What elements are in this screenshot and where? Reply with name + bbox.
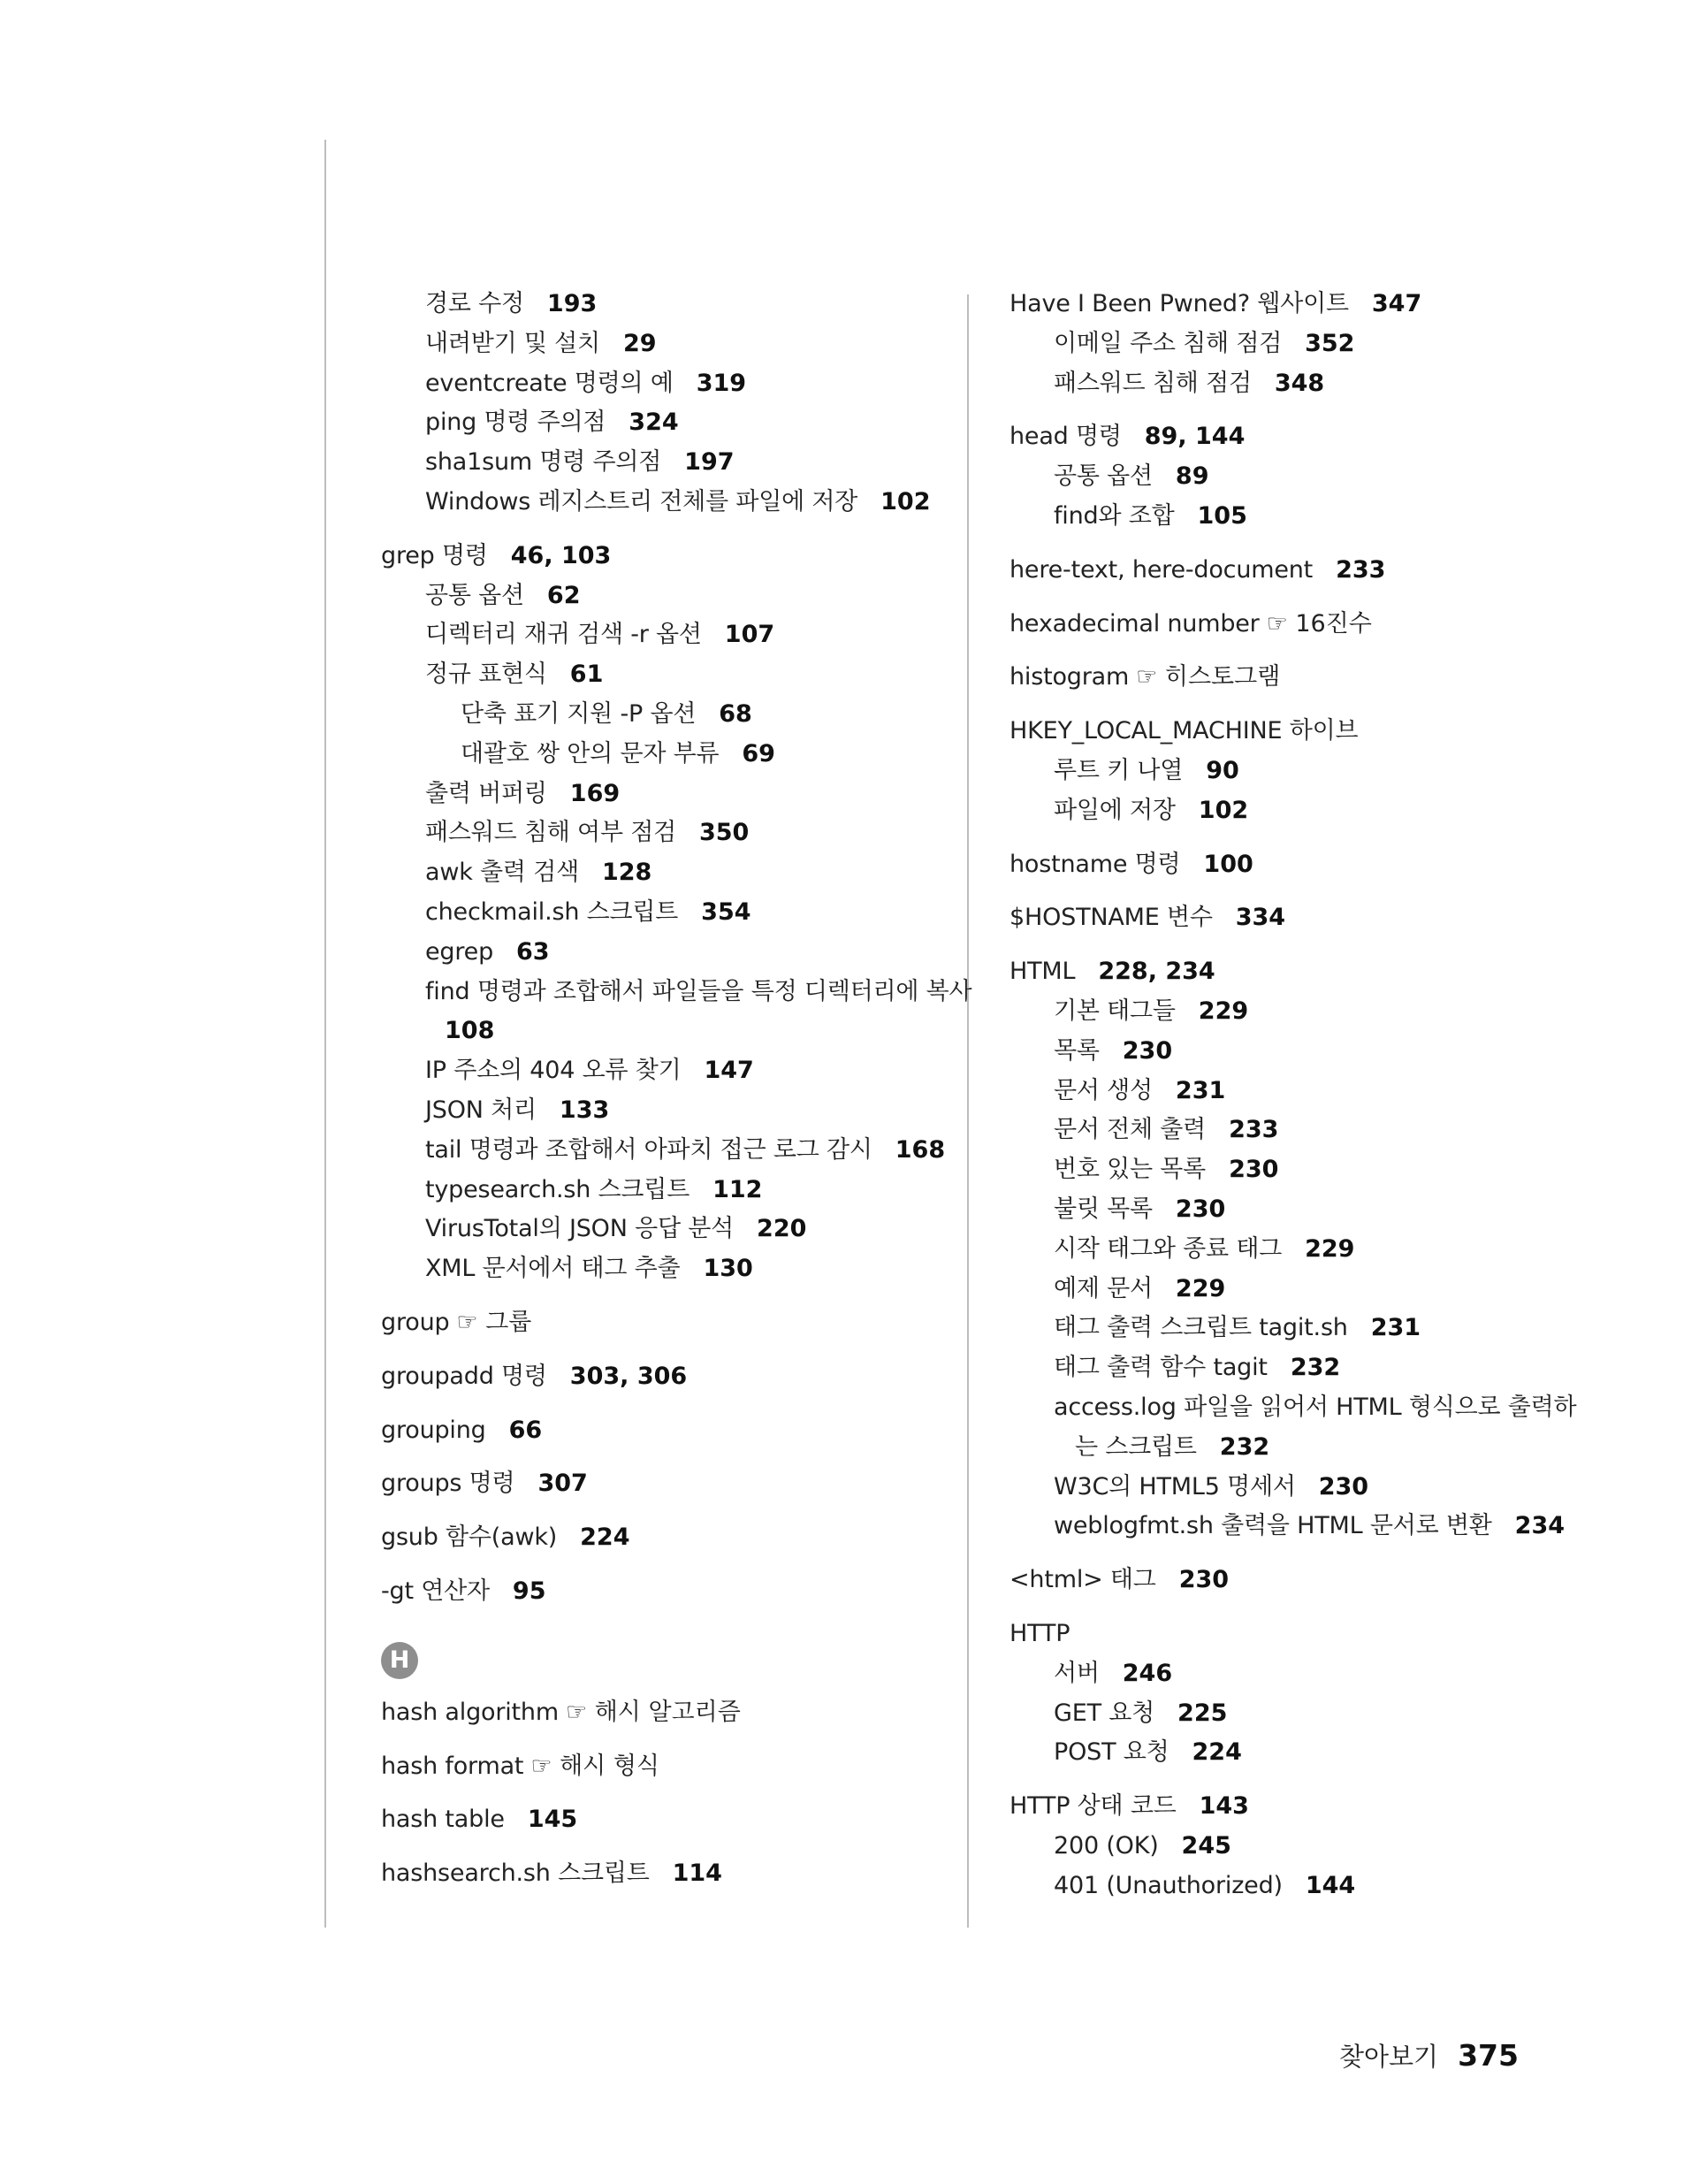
page-references: 224 (580, 1523, 630, 1552)
page-references: 230 (1178, 1566, 1230, 1594)
index-term: HTML (1009, 958, 1076, 986)
index-subentry (1009, 457, 1575, 497)
index-subentry (1009, 1032, 1575, 1072)
see-reference: ☞ 해시 형식 (530, 1752, 660, 1780)
index-entry (1009, 712, 1575, 752)
index-term: 401 (Unauthorized) (1054, 1871, 1283, 1899)
index-term: 루트 키 나열 (1054, 756, 1184, 784)
page-references: 230 (1122, 1036, 1173, 1065)
page-references: 112 (712, 1175, 763, 1203)
index-subentry (381, 403, 947, 443)
index-term: eventcreate 명령의 예 (425, 369, 674, 397)
footer-label: 찾아보기 (1339, 2042, 1439, 2072)
index-entry (381, 537, 947, 577)
page-references: 61 (569, 661, 604, 689)
page-references: 233 (1229, 1116, 1279, 1144)
page-references: 66 (508, 1416, 543, 1444)
index-term: 경로 수정 (425, 290, 524, 317)
index-term: 대괄호 쌍 안의 문자 부류 (461, 739, 720, 767)
index-subentry (381, 285, 947, 325)
page-references: 69 (742, 739, 775, 767)
index-entry (1009, 417, 1575, 457)
index-subentry (1009, 1309, 1575, 1348)
page-references: 348 (1274, 369, 1325, 397)
index-entry (381, 1518, 947, 1558)
index-term: typesearch.sh 스크립트 (425, 1175, 690, 1203)
index-term: JSON 처리 (425, 1096, 537, 1124)
page-references: 230 (1175, 1195, 1226, 1223)
index-term: 단축 표기 지원 -P 옵션 (461, 699, 697, 728)
index-term: hostname 명령 (1009, 850, 1181, 878)
index-term: -gt 연산자 (381, 1577, 490, 1605)
index-subentry (381, 1091, 947, 1131)
index-term: head 명령 (1009, 423, 1122, 451)
index-term: 공통 옵션 (425, 581, 524, 609)
index-entry (1009, 952, 1575, 992)
index-entry (1009, 658, 1575, 698)
index-subentry (381, 853, 947, 893)
index-subentry (381, 813, 947, 853)
index-term: access.log 파일을 읽어서 HTML 형식으로 출력하 (1054, 1393, 1577, 1421)
index-subsubentry (381, 695, 947, 735)
index-entry (1009, 605, 1575, 645)
index-subentry (381, 933, 947, 973)
index-term: 번호 있는 목록 (1054, 1156, 1207, 1184)
index-term: <html> 태그 (1009, 1566, 1156, 1594)
page-references: 232 (1290, 1354, 1341, 1382)
index-entry (381, 1357, 947, 1397)
index-term: Have I Been Pwned? 웹사이트 (1009, 290, 1349, 317)
index-term: here-text, here-document (1009, 555, 1314, 584)
index-term: 정규 표현식 (425, 661, 547, 689)
index-subentry (1009, 1111, 1575, 1150)
index-term: 시작 태그와 종료 태그 (1054, 1234, 1283, 1263)
index-term: hexadecimal number (1009, 609, 1260, 638)
index-column-right (1009, 285, 1575, 1905)
index-term: HTTP 상태 코드 (1009, 1792, 1177, 1821)
index-term: 문서 전체 출력 (1054, 1116, 1207, 1144)
index-entry (1009, 551, 1575, 591)
index-subentry (381, 775, 947, 814)
page-references: 62 (546, 581, 581, 609)
index-subentry (1009, 1150, 1575, 1190)
index-term: hash table (381, 1806, 505, 1834)
index-term: HKEY_LOCAL_MACHINE 하이브 (1009, 717, 1359, 745)
index-term: hash format (381, 1752, 524, 1780)
index-subentry (381, 1171, 947, 1210)
page-references: 105 (1197, 501, 1247, 530)
index-entry (1009, 845, 1575, 885)
page-footer (1339, 2037, 1519, 2073)
index-term: 서버 (1054, 1659, 1100, 1687)
index-subentry (1009, 1270, 1575, 1310)
index-term: 는 스크립트 (1075, 1432, 1197, 1461)
index-entry (1009, 1787, 1575, 1827)
page-references: 29 (622, 329, 657, 357)
index-term: POST 요청 (1054, 1738, 1169, 1767)
index-term: awk 출력 검색 (425, 859, 579, 887)
index-term: VirusTotal의 JSON 응답 분석 (425, 1215, 735, 1243)
index-entry (1009, 1561, 1575, 1600)
index-term: egrep (425, 937, 494, 966)
index-term: 이메일 주소 침해 점검 (1054, 329, 1283, 357)
index-subentry (381, 443, 947, 483)
index-subentry (381, 483, 947, 523)
index-term: checkmail.sh 스크립트 (425, 897, 679, 926)
index-column-left (381, 285, 972, 1894)
index-entry (381, 1464, 947, 1504)
page-references: 128 (601, 859, 652, 887)
page-references: 133 (559, 1096, 610, 1124)
index-term: 파일에 저장 (1054, 796, 1176, 824)
index-term: groupadd 명령 (381, 1362, 547, 1390)
page-references: 229 (1198, 997, 1249, 1025)
index-term: 기본 태그들 (1054, 997, 1176, 1025)
index-term: XML 문서에서 태그 추출 (425, 1255, 681, 1283)
index-subentry (381, 1131, 947, 1171)
index-subentry (381, 1249, 947, 1289)
index-subentry (1009, 1654, 1575, 1694)
page-references: 350 (698, 819, 750, 847)
index-term: hashsearch.sh 스크립트 (381, 1859, 650, 1888)
index-subentry (1009, 1190, 1575, 1230)
index-term: GET 요청 (1054, 1699, 1155, 1727)
page-references: 108 (445, 1017, 495, 1045)
index-term: 공통 옵션 (1054, 462, 1153, 491)
index-subentry (1009, 1230, 1575, 1270)
page-references: 347 (1371, 290, 1422, 317)
section-letter-badge: H (381, 1642, 418, 1679)
index-term: IP 주소의 404 오류 찾기 (425, 1057, 682, 1085)
index-subentry (1009, 1733, 1575, 1773)
index-term: gsub 함수(awk) (381, 1523, 558, 1552)
index-term: tail 명령과 조합해서 아파치 접근 로그 감시 (425, 1135, 872, 1164)
page-references: 307 (537, 1470, 588, 1498)
index-entry (381, 1854, 947, 1894)
page-references: 100 (1203, 850, 1253, 878)
index-subentry (1009, 1867, 1575, 1906)
index-subentry (1009, 1072, 1575, 1111)
page-references: 334 (1235, 904, 1286, 932)
page-references: 89, 144 (1144, 423, 1246, 451)
index-term: 예제 문서 (1054, 1274, 1153, 1302)
see-reference: ☞ 해시 알고리즘 (565, 1698, 741, 1726)
index-term: 200 (OK) (1054, 1831, 1159, 1859)
index-term: hash algorithm (381, 1698, 559, 1726)
index-subentry (1009, 1694, 1575, 1734)
page-references: 89 (1175, 462, 1209, 491)
index-subentry (1009, 364, 1575, 404)
index-subentry (381, 893, 947, 933)
page-references: 234 (1514, 1512, 1566, 1540)
page-references: 303, 306 (569, 1362, 688, 1390)
index-subentry (1009, 1348, 1575, 1388)
index-term: 내려받기 및 설치 (425, 329, 600, 357)
index-entry (381, 1572, 947, 1612)
index-term: 출력 버퍼링 (425, 779, 547, 807)
index-term: 패스워드 침해 점검 (1054, 369, 1252, 397)
index-entry-continuation (381, 1012, 947, 1051)
page-references: 245 (1181, 1831, 1231, 1859)
page-references: 324 (629, 409, 679, 437)
index-subentry (381, 1051, 947, 1091)
index-subentry (1009, 1388, 1575, 1428)
index-entry (381, 1303, 947, 1343)
index-term: find와 조합 (1054, 501, 1175, 530)
page-references: 224 (1192, 1738, 1242, 1767)
index-subentry (381, 973, 972, 1012)
index-subentry (1009, 1827, 1575, 1867)
page-references: 145 (527, 1806, 578, 1834)
index-term: HTTP (1009, 1619, 1070, 1647)
index-subentry (381, 325, 947, 364)
index-subentry (381, 1210, 947, 1249)
page-references: 354 (701, 897, 751, 926)
page-references: 246 (1122, 1659, 1173, 1687)
page-references: 220 (757, 1215, 807, 1243)
index-subentry (381, 655, 947, 695)
page-references: 95 (512, 1577, 546, 1605)
index-term: histogram (1009, 663, 1130, 691)
page-references: 197 (684, 448, 735, 477)
page-references: 168 (895, 1135, 946, 1164)
index-subentry (1009, 791, 1575, 831)
index-entry (1009, 285, 1575, 325)
index-subentry (381, 364, 947, 404)
index-term: $HOSTNAME 변수 (1009, 904, 1213, 932)
column-divider (967, 294, 969, 1928)
see-reference: ☞ 그룹 (456, 1308, 532, 1336)
see-reference: ☞ 16진수 (1266, 609, 1372, 638)
page-references: 68 (719, 699, 752, 728)
see-reference: ☞ 히스토그램 (1136, 663, 1281, 691)
page-references: 90 (1206, 756, 1239, 784)
page-references: 229 (1175, 1274, 1226, 1302)
index-term: groups 명령 (381, 1470, 515, 1498)
page-references: 225 (1177, 1699, 1228, 1727)
page-references: 233 (1336, 555, 1386, 584)
index-term: 불릿 목록 (1054, 1195, 1153, 1223)
page-references: 130 (703, 1255, 753, 1283)
index-term: weblogfmt.sh 출력을 HTML 문서로 변환 (1054, 1512, 1492, 1540)
page-references: 231 (1370, 1314, 1421, 1342)
index-entry (1009, 898, 1575, 938)
index-entry (1009, 1615, 1575, 1654)
index-term: 목록 (1054, 1036, 1100, 1065)
index-subentry (1009, 752, 1575, 791)
index-term: group (381, 1308, 450, 1336)
index-subsubentry (381, 735, 947, 775)
index-subentry (1009, 325, 1575, 364)
page-references: 228, 234 (1098, 958, 1215, 986)
index-subentry (1009, 1468, 1575, 1508)
page-references: 230 (1229, 1156, 1279, 1184)
page-references: 107 (724, 621, 775, 649)
page-references: 46, 103 (510, 541, 612, 569)
index-subentry (1009, 497, 1575, 537)
page-references: 232 (1219, 1432, 1270, 1461)
index-term: 문서 생성 (1054, 1076, 1153, 1104)
page-references: 63 (516, 937, 550, 966)
page-references: 230 (1318, 1472, 1369, 1501)
page-references: 144 (1305, 1871, 1356, 1899)
page-references: 229 (1305, 1234, 1355, 1263)
index-subentry (1009, 1507, 1575, 1546)
page-references: 147 (704, 1057, 754, 1085)
page-references: 231 (1175, 1076, 1226, 1104)
page-references: 169 (569, 779, 621, 807)
index-entry (381, 1693, 947, 1733)
index-term: 태그 출력 함수 tagit (1054, 1354, 1268, 1382)
index-subentry (381, 615, 947, 655)
page-references: 319 (696, 369, 747, 397)
page-references: 102 (1198, 796, 1249, 824)
index-term: 디렉터리 재귀 검색 -r 옵션 (425, 621, 702, 649)
index-term: ping 명령 주의점 (425, 409, 606, 437)
page-references: 352 (1305, 329, 1355, 357)
index-term: grouping (381, 1416, 486, 1444)
index-term: W3C의 HTML5 명세서 (1054, 1472, 1296, 1501)
page-references: 114 (672, 1859, 722, 1888)
page-references: 102 (880, 487, 931, 515)
index-term: Windows 레지스트리 전체를 파일에 저장 (425, 487, 858, 515)
page-references: 193 (546, 290, 598, 317)
index-term: 패스워드 침해 여부 점검 (425, 819, 676, 847)
page-number: 375 (1458, 2038, 1519, 2073)
index-entry-continuation (1009, 1428, 1575, 1468)
page-references: 143 (1199, 1792, 1249, 1821)
index-term: 태그 출력 스크립트 tagit.sh (1054, 1314, 1348, 1342)
left-margin-rule (324, 140, 326, 1928)
index-entry (381, 1747, 947, 1787)
index-entry (381, 1411, 947, 1451)
index-subentry (381, 577, 947, 616)
index-term: find 명령과 조합해서 파일들을 특정 디렉터리에 복사 (425, 977, 972, 1005)
index-term: grep 명령 (381, 541, 488, 569)
index-entry (381, 1800, 947, 1840)
index-subentry (1009, 992, 1575, 1032)
index-term: sha1sum 명령 주의점 (425, 448, 662, 477)
